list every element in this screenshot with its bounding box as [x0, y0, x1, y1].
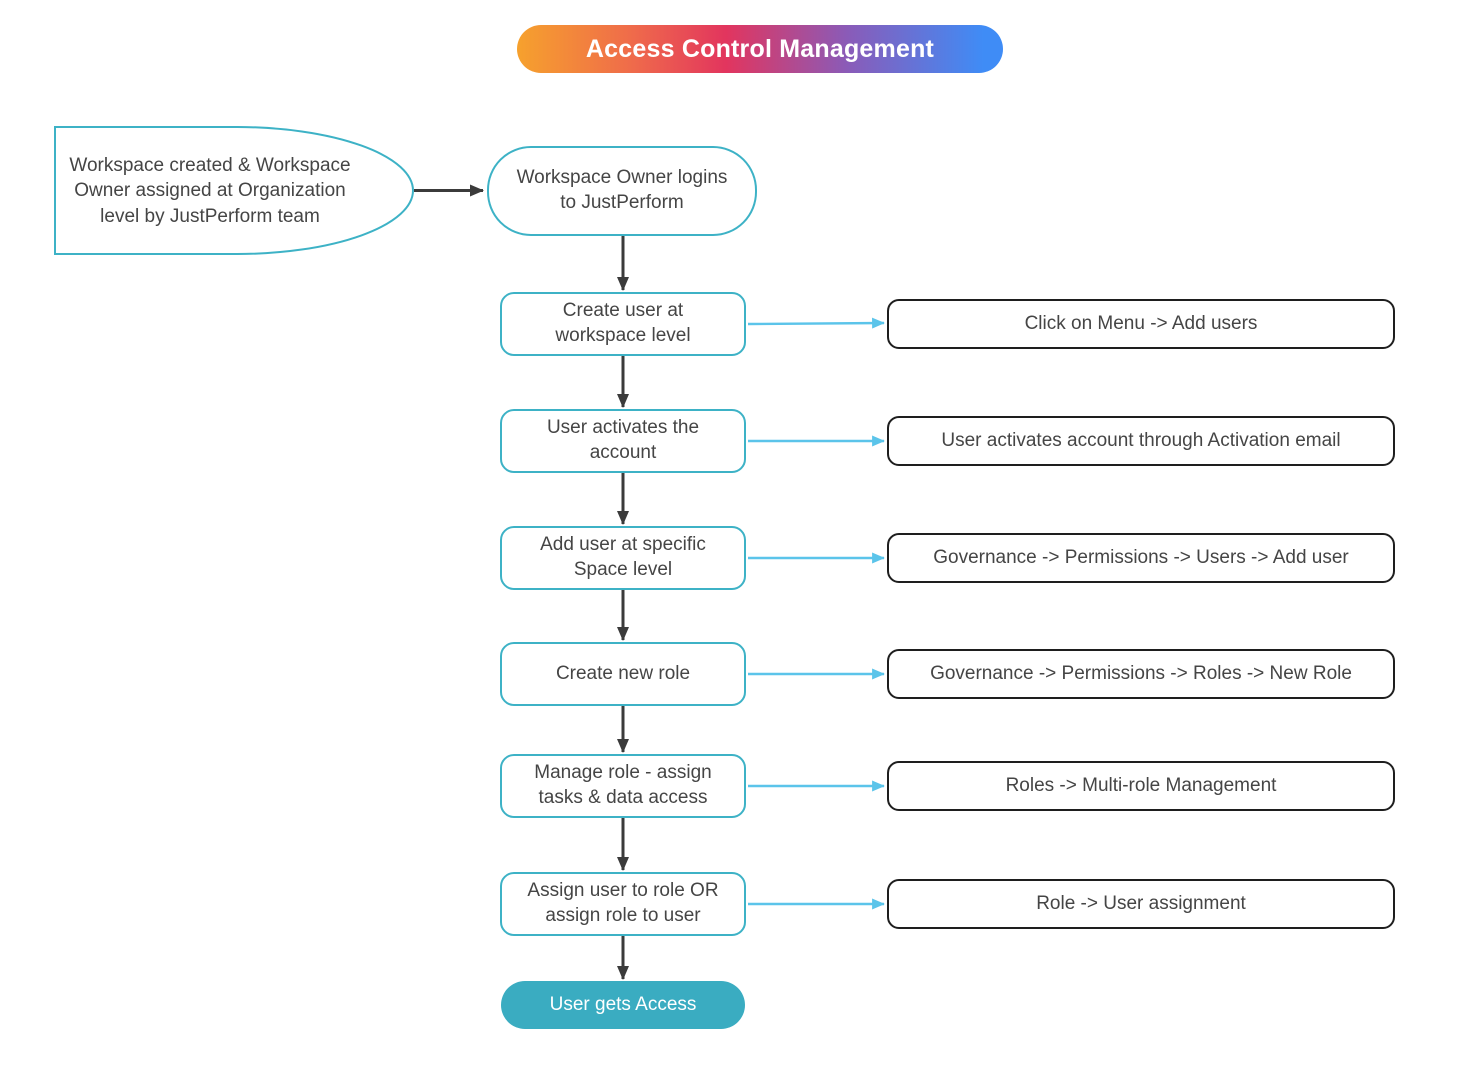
node-step-manage-role: Manage role - assign tasks & data access: [500, 754, 746, 818]
diagram-title: Access Control Management: [517, 25, 1003, 73]
detail-add-user-space: Governance -> Permissions -> Users -> Add user: [887, 533, 1395, 583]
node-step-add-user-space: Add user at specific Space level: [500, 526, 746, 590]
node-owner-login: Workspace Owner logins to JustPerform: [487, 146, 757, 236]
node-step-create-role: Create new role: [500, 642, 746, 706]
node-end-user-gets-access: User gets Access: [501, 981, 745, 1029]
node-step-activate-account: User activates the account: [500, 409, 746, 473]
start-node-label: Workspace created & Workspace Owner assigned at Organization level by JustPerform team: [69, 155, 351, 227]
detail-create-user: Click on Menu -> Add users: [887, 299, 1395, 349]
detail-create-role: Governance -> Permissions -> Roles -> New Role: [887, 649, 1395, 699]
arrow-step1-to-detail1: [748, 323, 884, 324]
node-step-assign-user-role: Assign user to role OR assign role to user: [500, 872, 746, 936]
detail-manage-role: Roles -> Multi-role Management: [887, 761, 1395, 811]
node-step-create-user: Create user at workspace level: [500, 292, 746, 356]
detail-assign-user-role: Role -> User assignment: [887, 879, 1395, 929]
detail-activate-account: User activates account through Activation email: [887, 416, 1395, 466]
